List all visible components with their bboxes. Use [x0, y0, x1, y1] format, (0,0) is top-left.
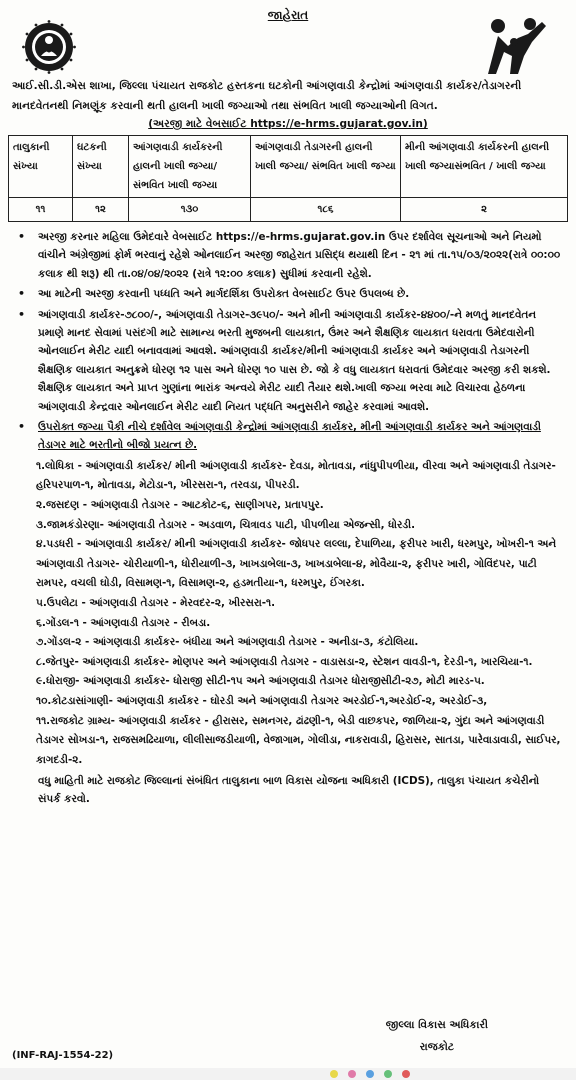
list-item: ૪.પડધરી - આંગણવાડી કાર્યકર/ મીની આંગણવાડી કાર્યકર- જોધપર લલ્લા, દેપાળિયા, ફરીપર ખારી, ધરમપુર, ખોખરી-૧ અને આંગણવાડી તેડાગર- ચોરીયાળી-૧, ધોરીયાળી-૩, ખાખડાબેલા-૩, ખાખડાબેલા-૪, મોવૈયા-૨, ફરીપર ખારી, ગોવિંદપર, પાટી રામપર, વચલી ઘોડી, વિસામણ-૧, વિસામણ-૨, હડમતીયા-૧, ધરમપુર, ઈંગરકા. — [36, 538, 557, 590]
list-item: ૧૧.રાજકોટ ગ્રામ્ય- આંગણવાડી કાર્યકર - હીરાસર, સમનગર, ઢાંઢણી-૧, બેડી વાછકપર, જાળિયા-૨, ગુંદા અને આંગણવાડી તેડાગર સોખડા-૧, રાજસમઢિયાળા, લીલીસાજડીયાળી, વેજાગામ, ગોલીડા, નાકરાવાડી, હિરાસર, સાતડા, પારેવાડાવાડી, સાઈપર, કાગદડી-૨. — [36, 714, 561, 766]
list-item: ૭.ગોંડલ-૨ - આંગણવાડી કાર્યકર- બંધીયા અને આંગણવાડી તેડાગર - અનીડા-૩, કંટોલિયા. — [36, 636, 419, 649]
signature-block — [386, 1014, 488, 1058]
instruction-bullets — [8, 228, 568, 455]
bullet-text: આ માટેની અરજી કરવાની પધ્ધતિ અને માર્ગદર્શિકા ઉપરોક્ત વેબસાઈટ ઉપર ઉપલબ્ધ છે. — [38, 288, 410, 301]
table-header: મીની આંગણવાડી કાર્યકરની હાલની ખાલી જગ્યાસંભવિત / ખાલી જગ્યા — [401, 136, 568, 198]
table-header: આંગણવાડી કાર્યકરની હાલની ખાલી જગ્યા/ સંભવિત ખાલી જગ્યા — [129, 136, 251, 198]
bottom-strip — [0, 1068, 576, 1080]
bullet-icon: • — [18, 287, 26, 301]
bullet-icon: • — [18, 420, 26, 434]
bullet-item — [16, 306, 564, 416]
list-item: ૨.જસદણ - આંગણવાડી તેડાગર - આટકોટ-૬, સાણીગપર, પ્રતાપપુર. — [36, 499, 324, 512]
dot-icon — [366, 1070, 374, 1078]
list-item: ૫.ઉપલેટા - આંગણવાડી તેડાગર - મેરવદર-૨, ખીરસરા-૧. — [36, 597, 276, 610]
table-header: આંગણવાડી તેડાગરની હાલની ખાલી જગ્યા/ સંભવિત ખાલી જગ્યા — [251, 136, 401, 198]
list-item: ૮.જેતપુર- આંગણવાડી કાર્યકર- મોણપર અને આંગણવાડી તેડાગર - વાડાસડા-૨, સ્ટેશન વાવડી-૧, દેરડી-૧, ખારચિયા-૧. — [36, 655, 533, 668]
bullet-text: ઉપરોક્ત જગ્યા પૈકી નીચે દર્શાવેલ આંગણવાડી કેન્દ્રોમાં આંગણવાડી કાર્યકર, મીની આંગણવાડી કાર્યકર અને આંગણવાડી તેડાગર માટે ભરતીનો બીજો પ્રયત્ન છે. — [38, 421, 541, 452]
dot-icon — [330, 1070, 338, 1078]
bullet-text: આંગણવાડી કાર્યકર-૭૮૦૦/-, આંગણવાડી તેડાગર-૩૯૫૦/- અને મીની આંગણવાડી કાર્યકર-૪૪૦૦/-ને મળતું માનદવેતન પ્રમાણે માનદ સેવામાં પસંદગી માટે સામાન્ય ભરતી મુજબની લાયકાત, ઉંમર અને શૈક્ષણિક લાયકાત ધરાવતા ઉમેદવારોની ઓનલાઈન મેરીટ યાદી બનાવવામાં આવશે. આંગણવાડી કાર્યકર/મીની આંગણવાડી કાર્યકર અને આંગણવાડી તેડાગરની શૈક્ષણિક લાયકાત અનુક્રમે ધોરણ ૧૨ પાસ અને ધોરણ ૧૦ પાસ છે. જો કે વધુ લાયકાત ધરાવતાં ઉમેદવાર અરજી કરી શકશે. શૈક્ષણિક લાયકાત અને પ્રાપ્ત ગુણાંના ભારાંક અન્વયે મેરીટ યાદી તૈયાર થશે.ખાલી જગ્યા ભરવા માટે વિચારવા હેઠળના આંગણવાડી કેન્દ્રવાર ઓનલાઈન મેરીટ યાદી નિયત પદ્ધતિ અનુસરીને જાહેર કરવામાં આવશે. — [38, 308, 551, 413]
website-line: (અરજી માટે વેબસાઈટ https://e-hrms.gujarat.gov.in) — [148, 118, 428, 130]
dot-icon — [348, 1070, 356, 1078]
header-logos — [8, 24, 568, 80]
notice-title: જાહેરાત — [267, 8, 309, 22]
list-item: ૧૦.કોટડાસાંગાણી- આંગણવાડી કાર્યકર - ઘોરડી અને આંગણવાડી તેડાગર અરડોઈ-૧,અરડોઈ-૨, અરડોઈ-૩, — [36, 695, 488, 707]
color-dots — [330, 1070, 410, 1078]
bullet-item — [16, 418, 564, 455]
list-item: ૩.જામકંડોરણા- આંગણવાડી તેડાગર - અડવાળ, ચિત્રાવડ પાટી, પીપળીયા એજન્સી, ધોરડી. — [36, 518, 416, 531]
taluka-vacancy-list — [8, 457, 568, 771]
contact-note: વધુ માહિતી માટે રાજકોટ જિલ્લાનાં સંબંધિત તાલુકાના બાળ વિકાસ યોજના અધિકારી (ICDS), તાલુકા પંચાયત કચેરીનો સંપર્ક કરવો. — [38, 775, 540, 806]
list-item: ૬.ગોંડલ-૧ - આંગણવાડી તેડાગર - રીબડા. — [36, 616, 211, 629]
table-cell: ૨ — [401, 198, 568, 222]
vacancy-summary-table — [8, 135, 568, 222]
signatory-title: જીલ્લા વિકાસ અધિકારી — [385, 1019, 488, 1031]
bullet-text: અરજી કરનાર મહિલા ઉમેદવારે વેબસાઈટ https://e-hrms.gujarat.gov.in ઉપર દર્શાવેલ સૂચનાઓ અને નિયમો વાંચીને અંગ્રેજીમાં ફોર્મ ભરવાનું રહેશે ઓનલાઈન અરજી જાહેરાત પ્રસિદ્ધ થયાથી દિન - ૨૧ માં તા.૧૫/૦૩/૨૦૨૨(રાત્રે ૦૦:૦૦ કલાક થી શરૂ) થી તા.૦૪/૦૪/૨૦૨૨ (રાત્રે ૧૨:૦૦ કલાક) સુધીમાં કરવાની રહેશે. — [38, 231, 561, 280]
bullet-item — [16, 228, 564, 283]
table-cell: ૧૧ — [9, 198, 73, 222]
bullet-icon: • — [18, 307, 26, 321]
dot-icon — [384, 1070, 392, 1078]
table-cell: ૧૩૦ — [129, 198, 251, 222]
signatory-place: રાજકોટ — [419, 1041, 455, 1053]
list-item: ૯.ધોરાજી- આંગણવાડી કાર્યકર- ધોરાજી સીટી-૧૫ અને આંગણવાડી તેડાગર ધોરાજીસીટી-૨૭, મોટી મારડ-૫. — [36, 675, 485, 688]
table-header-row — [9, 136, 568, 198]
bullet-icon: • — [18, 230, 26, 243]
table-cell: ૧૮૬ — [251, 198, 401, 222]
list-item: ૧.લોધિકા - આંગણવાડી કાર્યકર/ મીની આંગણવાડી કાર્યકર- દેવડા, મોતાવડા, નાંધુપીપળીયા, વીરવા અને આંગણવાડી તેડાગર-હરિપરપાળ-૧, મોતાવડા, મેટોડા-૧, ખીરસરા-૧, તરવડા, પીપરડી. — [36, 459, 556, 492]
icds-emblem-icon — [22, 20, 76, 74]
table-row — [9, 198, 568, 222]
table-header: તાલુકાની સંખ્યા — [9, 136, 73, 198]
dot-icon — [402, 1070, 410, 1078]
bullet-item — [16, 285, 564, 303]
table-header: ઘટકની સંખ્યા — [73, 136, 129, 198]
table-cell: ૧૨ — [73, 198, 129, 222]
intro-paragraph: આઈ.સી.ડી.એસ શાખા, જિલ્લા પંચાયત રાજકોટ હસ્તકના ઘટકોની આંગણવાડી કેન્દ્રોમાં આંગણવાડી કાર્યકર/તેડાગરની માનદવેતનથી નિમણૂંક કરવાની થતી હાલની ખાલી જગ્યાઓ તથા સંભવિત ખાલી જગ્યાઓની વિગત. — [12, 80, 522, 112]
anganwadi-family-icon — [484, 16, 554, 76]
reference-number: (INF-RAJ-1554-22) — [12, 1050, 114, 1061]
